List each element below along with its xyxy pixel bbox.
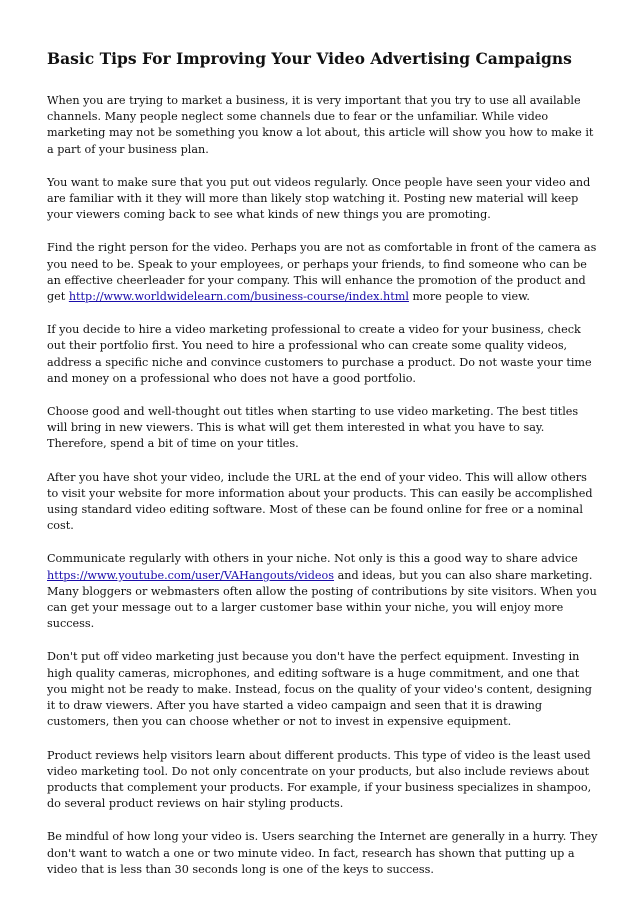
paragraph-text: more people to view. <box>408 290 530 304</box>
youtube-link[interactable]: https://www.youtube.com/user/VAHangouts/videos <box>47 568 335 582</box>
paragraph-text: Find the right person for the video. Perhaps you are not as comfortable in front of the camera as you need to be. Speak to your employees, or perhaps your friends, to find someone who can be an effective cheerleader for your company. This will enhance the promotion of the product and get <box>47 241 597 304</box>
paragraph-titles: Choose good and well-thought out titles when starting to use video marketing. The best titles will bring in new viewers. This is what will get them interested in what you have to say. Therefore, spend a bit of time on your titles. <box>47 405 579 451</box>
document-title: Basic Tips For Improving Your Video Advertising Campaigns <box>47 49 572 68</box>
paragraph-regular-videos: You want to make sure that you put out videos regularly. Once people have seen your video and are familiar with it they will more than likely stop watching it. Posting new material will keep your viewers coming back to see what kinds of new things you are promoting. <box>47 175 591 222</box>
paragraph-include-url: After you have shot your video, include the URL at the end of your video. This will allow others to visit your website for more information about your products. This can easily be accomplished using standard video editing software. Most of these can be found online for free or a nominal cost. <box>47 470 593 533</box>
paragraph-hire-professional: If you decide to hire a video marketing professional to create a video for your business, check out their portfolio first. You need to hire a professional who can create some quality videos, address a specific niche and convince customers to purchase a product. Do not waste your time and money on a professional who does not have a good portfolio. <box>47 323 592 385</box>
paragraph-video-length: Be mindful of how long your video is. Users searching the Internet are generally in a hurry. They don't want to watch a one or two minute video. In fact, research has shown that putting up a video that is less than 30 seconds long is one of the keys to success. <box>47 830 598 876</box>
paragraph-text: Communicate regularly with others in your niche. Not only is this a good way to share advice <box>47 552 578 566</box>
paragraph-right-person <box>47 240 598 305</box>
paragraph-text: and ideas, but you can also share marketing. Many bloggers or webmasters often allow the posting of contributions by site visitors. When you can get your message out to a larger customer base within your niche, you will enjoy more success. <box>47 568 597 631</box>
paragraph-communicate <box>47 551 598 632</box>
paragraph-equipment: Don't put off video marketing just because you don't have the perfect equipment. Investing in high quality cameras, microphones, and editing software is a huge commitment, and one that you might not be ready to make. Instead, focus on the quality of your video's content, designing it to draw viewers. After you have started a video campaign and seen that it is drawing customers, then you can choose whether or not to invest in expensive equipment. <box>47 650 592 729</box>
paragraph-product-reviews: Product reviews help visitors learn about different products. This type of video is the least used video marketing tool. Do not only concentrate on your products, but also include reviews about products that complement your products. For example, if your business specializes in shampoo, do several product reviews on hair styling products. <box>47 748 592 811</box>
worldwidelearn-link[interactable]: http://www.worldwidelearn.com/business-course/index.html <box>68 290 409 304</box>
paragraph-intro: When you are trying to market a business, it is very important that you try to use all available channels. Many people neglect some channels due to fear or the unfamiliar. While video marketing may not be something you know a lot about, this article will show you how to make it a part of your business plan. <box>47 94 594 156</box>
